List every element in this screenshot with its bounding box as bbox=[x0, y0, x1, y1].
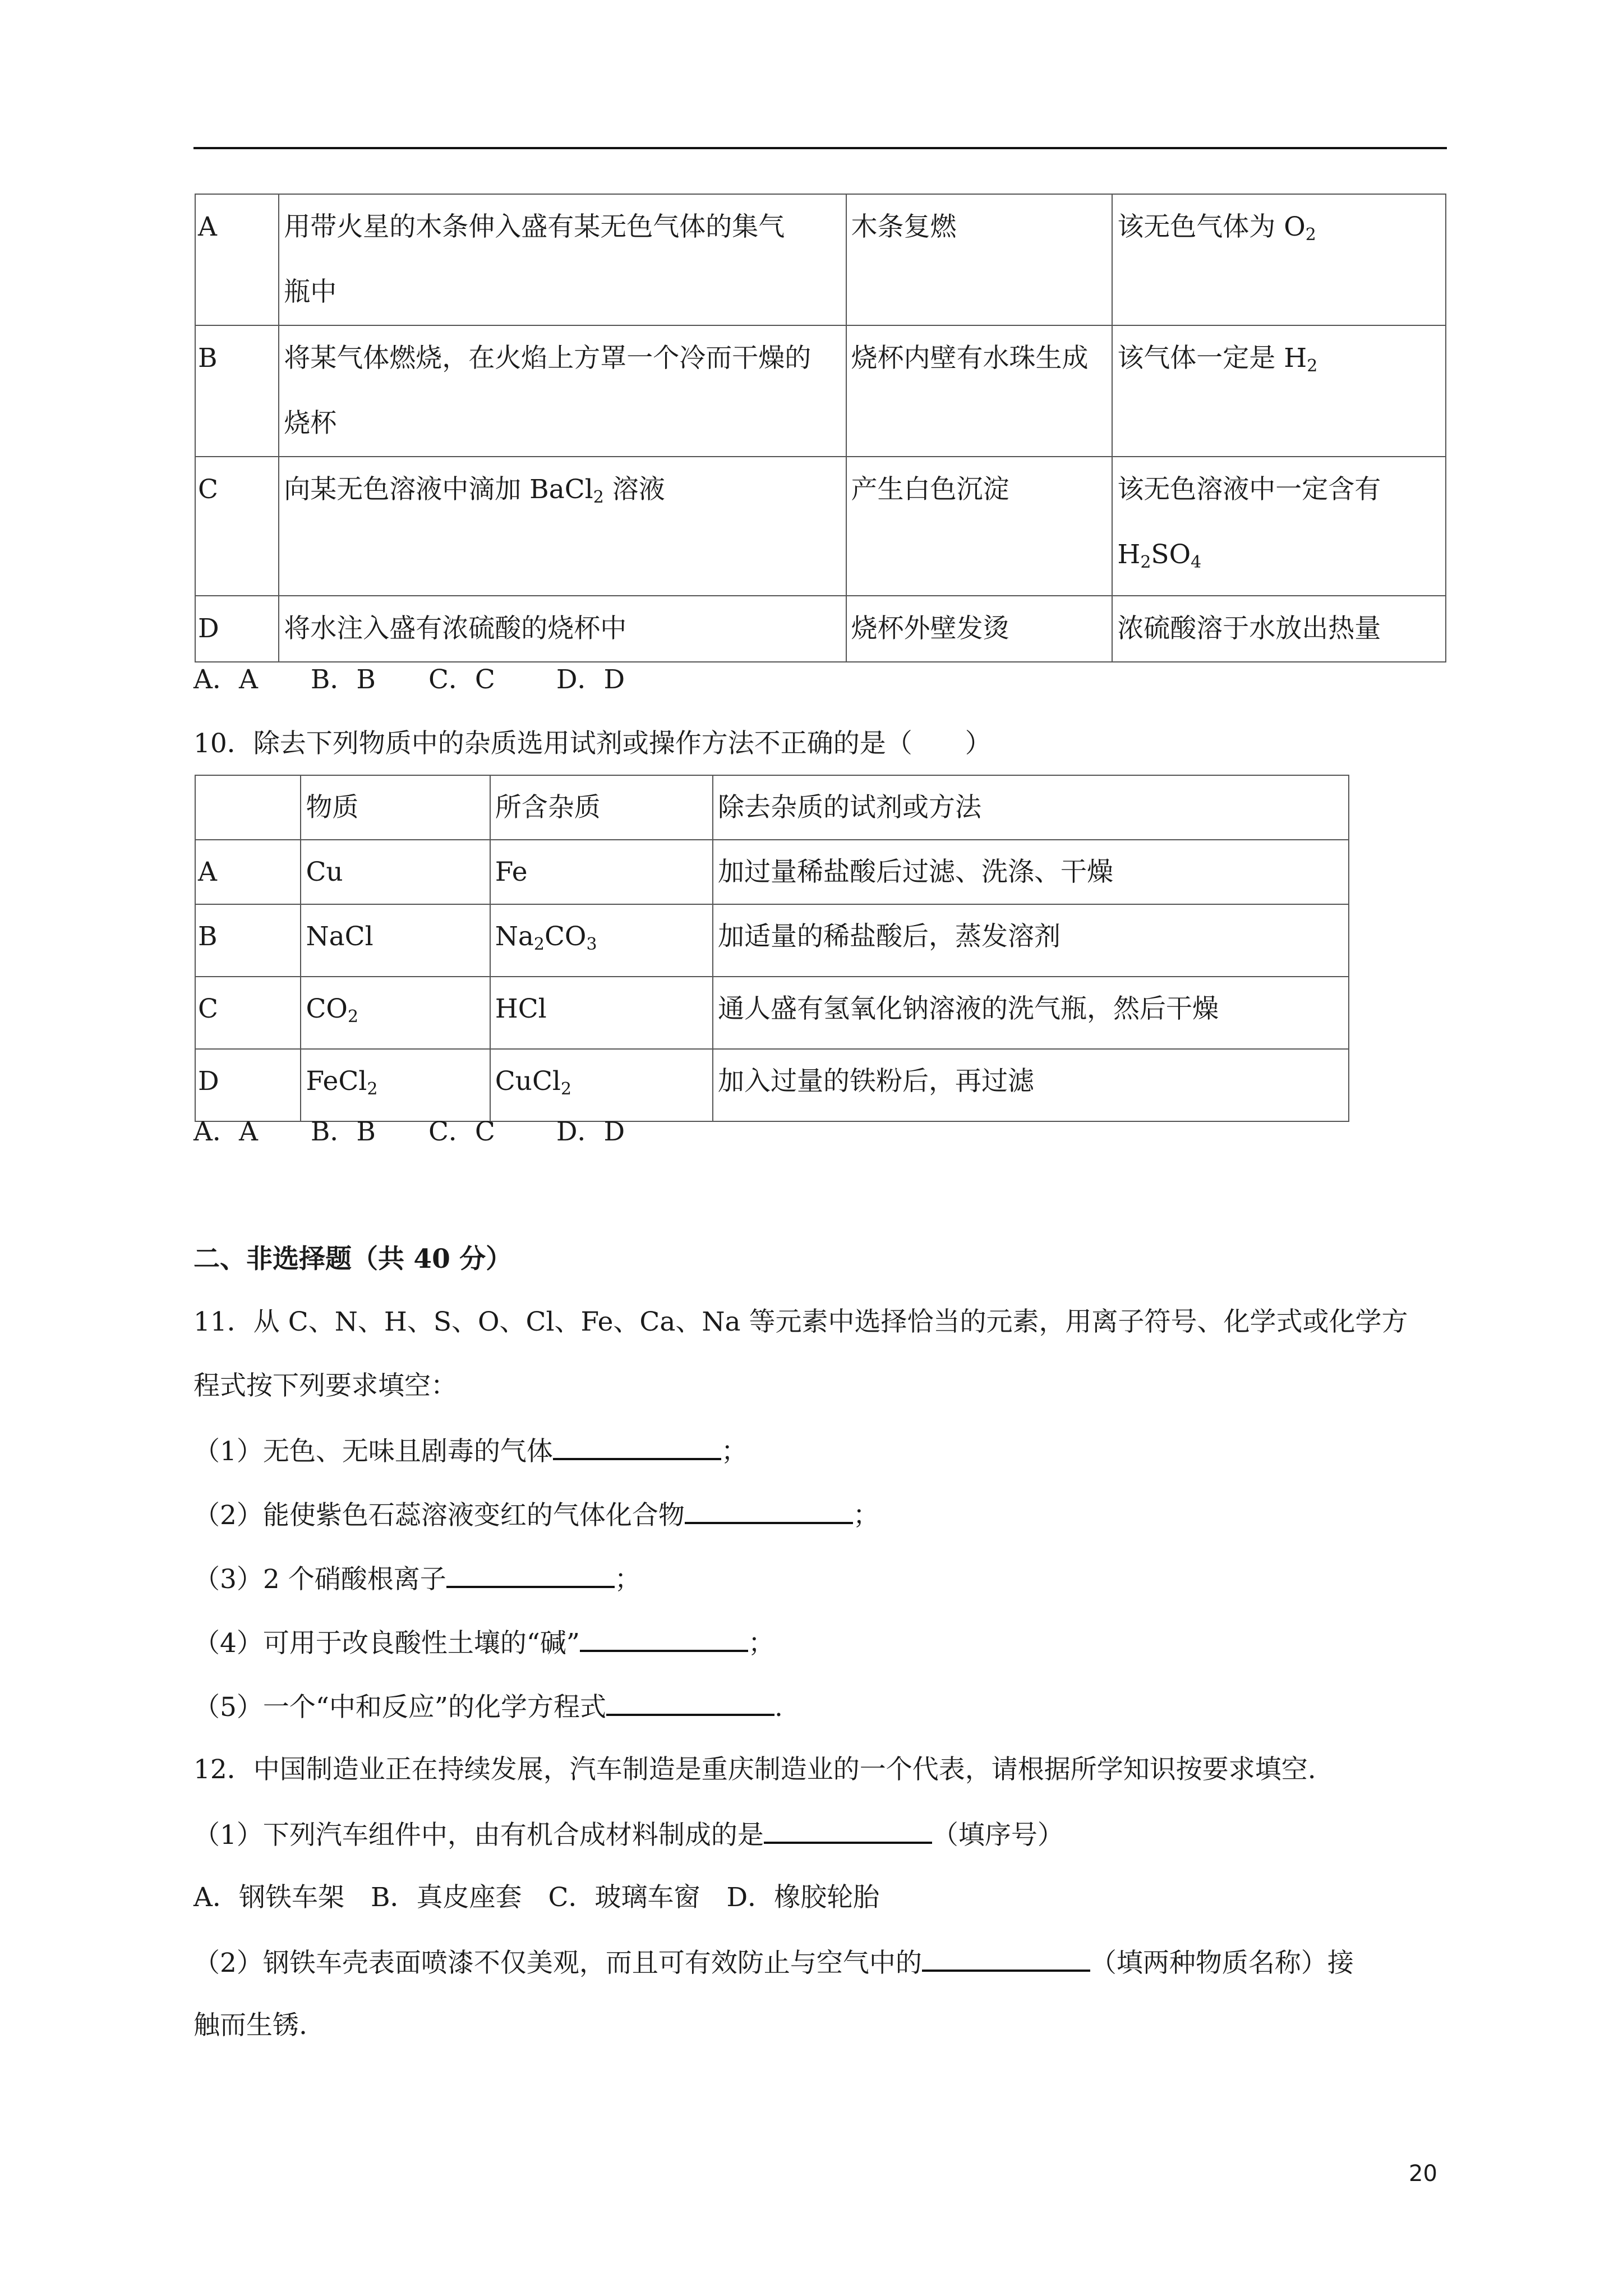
question-11-item: （3）2 个硝酸根离子 ； bbox=[193, 1561, 641, 1596]
method-cell: 加过量稀盐酸后过滤、洗涤、干燥 bbox=[713, 840, 1349, 904]
header-cell: 除去杂质的试剂或方法 bbox=[713, 775, 1349, 840]
answer-blank[interactable] bbox=[553, 1433, 721, 1460]
impurity-cell: Fe bbox=[490, 840, 713, 904]
question-11-item: （4）可用于改良酸性土壤的“碱” ； bbox=[193, 1625, 774, 1660]
answer-blank[interactable] bbox=[922, 1945, 1090, 1972]
phenomenon-cell: 烧杯内壁有水珠生成 bbox=[846, 325, 1113, 457]
conclusion-cell: 该气体一定是 $H_2$ bbox=[1112, 325, 1446, 457]
table-row bbox=[195, 457, 1446, 596]
header-rule bbox=[193, 147, 1447, 149]
conclusion-cell: 浓硫酸溶于水放出热量 bbox=[1112, 596, 1446, 662]
conclusion-cell: 该无色溶液中一定含有 $H_2SO_4$ bbox=[1112, 457, 1446, 596]
table-row bbox=[195, 977, 1349, 1049]
question-11-item: （1）无色、无味且剧毒的气体 ； bbox=[193, 1433, 748, 1469]
impurity-cell: CuCl$_2$ bbox=[490, 1049, 713, 1121]
answer-options-q10: A．A B．B C．C D．D bbox=[193, 1116, 625, 1147]
substance-cell: NaCl bbox=[301, 904, 490, 977]
impurity-cell: HCl bbox=[490, 977, 713, 1049]
answer-options-q9: A．A B．B C．C D．D bbox=[193, 664, 625, 695]
method-cell: 通人盛有氢氧化钠溶液的洗气瓶，然后干燥 bbox=[713, 977, 1349, 1049]
method-cell: 加入过量的铁粉后，再过滤 bbox=[713, 1049, 1349, 1121]
header-cell bbox=[195, 775, 301, 840]
table-row bbox=[195, 325, 1446, 457]
operation-cell: 将水注入盛有浓硫酸的烧杯中 bbox=[279, 596, 846, 662]
phenomenon-cell: 烧杯外壁发烫 bbox=[846, 596, 1113, 662]
table-header-row bbox=[195, 775, 1349, 840]
option-cell: D bbox=[195, 1049, 301, 1121]
answer-blank[interactable] bbox=[580, 1625, 748, 1652]
table-row bbox=[195, 1049, 1349, 1121]
header-cell: 物质 bbox=[301, 775, 490, 840]
page-number: 20 bbox=[1409, 2161, 1437, 2187]
option-cell: B bbox=[195, 904, 301, 977]
header-cell: 所含杂质 bbox=[490, 775, 713, 840]
conclusion-cell: 该无色气体为 $O_2$ bbox=[1112, 194, 1446, 325]
question-11-item: （2）能使紫色石蕊溶液变红的气体化合物 ； bbox=[193, 1497, 879, 1533]
option-cell: A bbox=[195, 840, 301, 904]
section-heading: 二、非选择题（共 40 分） bbox=[193, 1244, 513, 1274]
option-cell: C bbox=[195, 457, 279, 596]
answer-blank[interactable] bbox=[606, 1689, 774, 1716]
question-11-line1: 11．从 C、N、H、S、O、Cl、Fe、Ca、Na 等元素中选择恰当的元素，用离子符号、化学式或化学方 bbox=[193, 1306, 1408, 1337]
answer-blank[interactable] bbox=[446, 1561, 615, 1588]
question-12-line1: 12．中国制造业正在持续发展，汽车制造是重庆制造业的一个代表，请根据所学知识按要求填空. bbox=[193, 1754, 1316, 1785]
table-row bbox=[195, 840, 1349, 904]
operation-cell: 将某气体燃烧，在火焰上方罩一个冷而干燥的 烧杯 bbox=[279, 325, 846, 457]
table-row bbox=[195, 194, 1446, 325]
experiment-table bbox=[195, 194, 1446, 662]
question-12-part2-line2: 触而生锈. bbox=[193, 2010, 307, 2041]
phenomenon-cell: 木条复燃 bbox=[846, 194, 1113, 325]
substance-cell: FeCl$_2$ bbox=[301, 1049, 490, 1121]
impurity-cell: $Na_2CO_3$ bbox=[490, 904, 713, 977]
substance-cell: $CO_2$ bbox=[301, 977, 490, 1049]
answer-blank[interactable] bbox=[685, 1497, 853, 1524]
option-cell: C bbox=[195, 977, 301, 1049]
option-cell: A bbox=[195, 194, 279, 325]
method-cell: 加适量的稀盐酸后，蒸发溶剂 bbox=[713, 904, 1349, 977]
table-row bbox=[195, 596, 1446, 662]
option-cell: D bbox=[195, 596, 279, 662]
question-12-options: A．钢铁车架 B．真皮座套 C．玻璃车窗 D．橡胶轮胎 bbox=[193, 1882, 880, 1913]
phenomenon-cell: 产生白色沉淀 bbox=[846, 457, 1113, 596]
question-12-part2: （2）钢铁车壳表面喷漆不仅美观，而且可有效防止与空气中的 （填两种物质名称）接 bbox=[193, 1945, 1354, 1980]
question-10: 10．除去下列物质中的杂质选用试剂或操作方法不正确的是（ ） bbox=[193, 728, 992, 759]
answer-blank[interactable] bbox=[764, 1817, 932, 1844]
impurity-table bbox=[195, 775, 1349, 1122]
table-row bbox=[195, 904, 1349, 977]
question-11-item: （5）一个“中和反应”的化学方程式 . bbox=[193, 1689, 783, 1724]
substance-cell: Cu bbox=[301, 840, 490, 904]
option-cell: B bbox=[195, 325, 279, 457]
operation-cell: 用带火星的木条伸入盛有某无色气体的集气 瓶中 bbox=[279, 194, 846, 325]
question-11-line2: 程式按下列要求填空： bbox=[193, 1370, 457, 1401]
question-12-part1: （1）下列汽车组件中，由有机合成材料制成的是 （填序号） bbox=[193, 1817, 1064, 1852]
operation-cell: 向某无色溶液中滴加 BaCl$_2$ 溶液 bbox=[279, 457, 846, 596]
